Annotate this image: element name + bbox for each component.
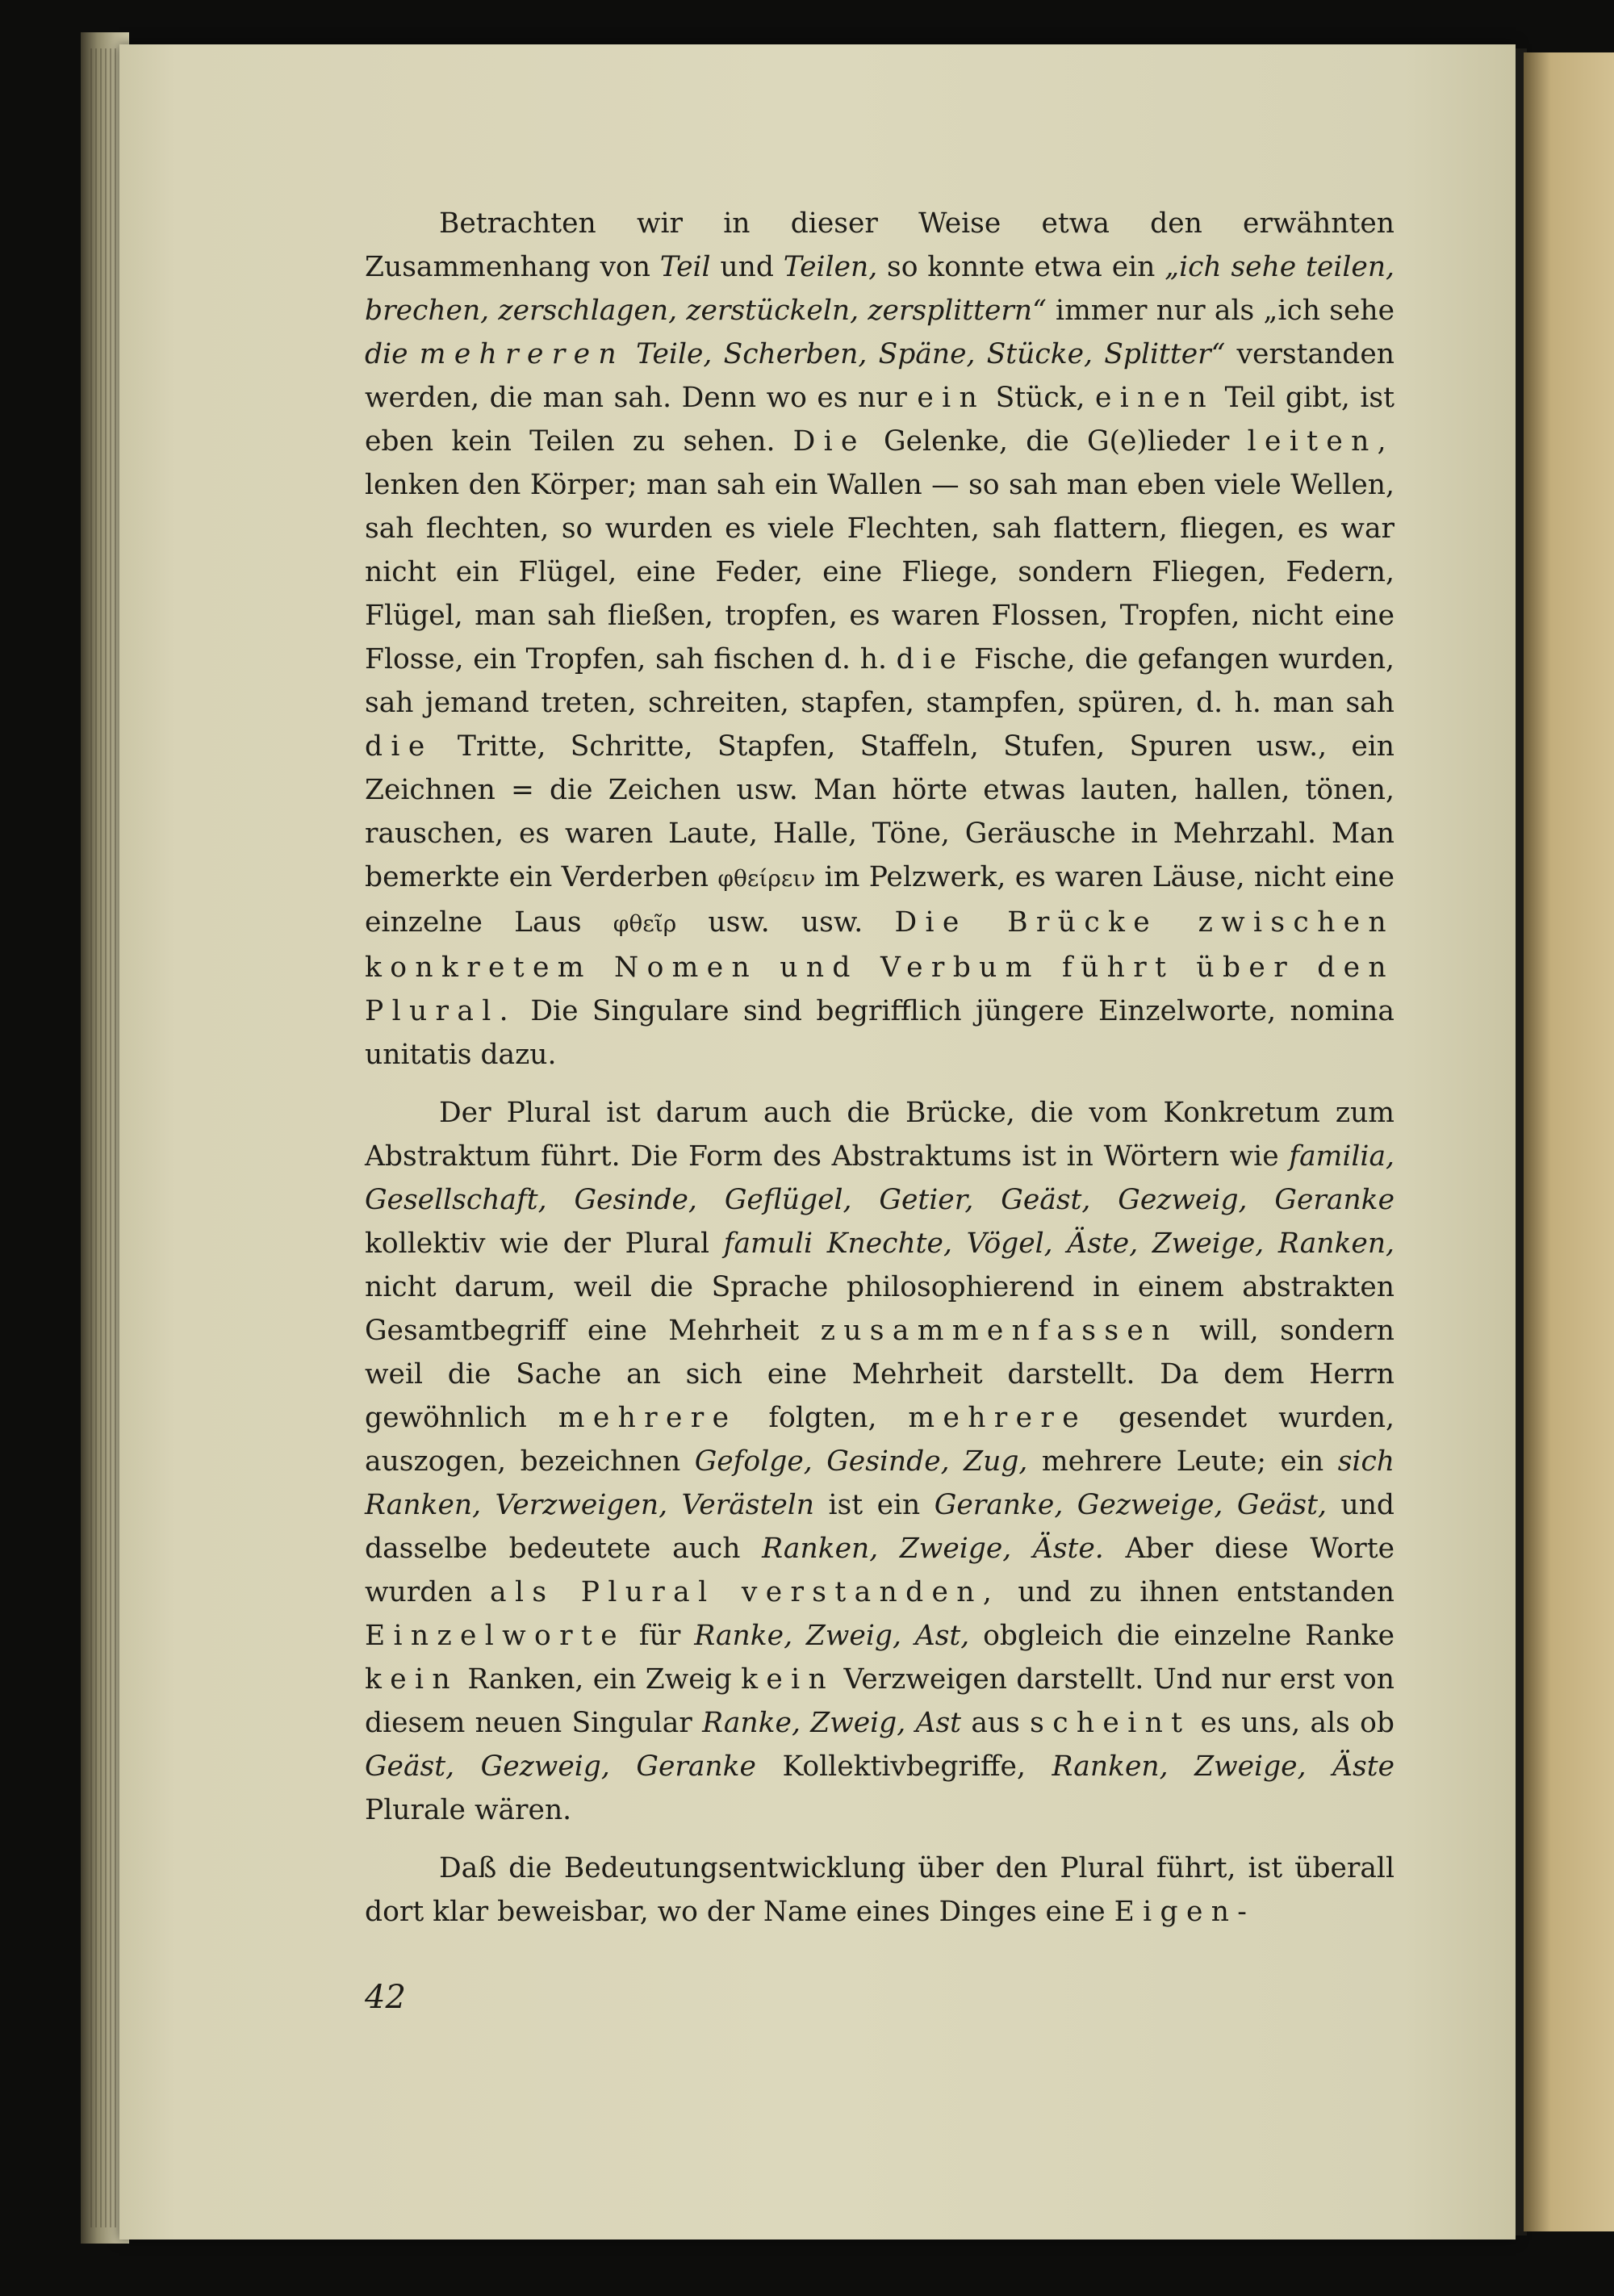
page-body xyxy=(365,202,1394,1934)
page-stack-lines xyxy=(90,48,123,2227)
paragraph-2: Der Plural ist darum auch die Brücke, die vom Konkretum zum Abstraktum führt. Die Form des Abstraktums ist in Wörtern wie familia, Gesellschaft, Gesinde, Geflügel, Getier, Geäst, Gezweig, Geranke kollektiv wie der Plural famuli Knechte, Vögel, Äste, Zweige, Ranken, nicht darum, weil die Sprache philosophierend in einem abstrakten Gesamtbegriff eine Mehrheit zusammenfassen will, sondern weil die Sache an sich eine Mehrheit darstellt. Da dem Herrn gewöhnlich mehrere folgten, mehrere gesendet wurden, auszogen, bezeichnen Gefolge, Gesinde, Zug, mehrere Leute; ein sich Ranken, Verzweigen, Verästeln ist ein Geranke, Gezweige, Geäst, und dasselbe bedeutete auch Ranken, Zweige, Äste. Aber diese Worte wurden als Plural verstanden, und zu ihnen entstanden Einzelworte für Ranke, Zweig, Ast, obgleich die einzelne Ranke kein Ranken, ein Zweig kein Verzweigen darstellt. Und nur erst von diesem neuen Singular Ranke, Zweig, Ast aus scheint es uns, als ob Geäst, Gezweig, Geranke Kollektivbegriffe, Ranken, Zweige, Äste Plurale wären. xyxy=(365,1097,1395,1826)
paragraph-3: Daß die Bedeutungsentwicklung über den Plural führt, ist überall dort klar beweisbar, wo der Name eines Dinges eine Eigen- xyxy=(365,1852,1394,1928)
paragraph-1: Betrachten wir in dieser Weise etwa den erwähnten Zusammenhang von Teil und Teilen, so konnte etwa ein „ich sehe teilen, brechen, zerschlagen, zerstückeln, zersplittern“ immer nur als „ich sehe die mehreren Teile, Scherben, Späne, Stücke, Splitter“ verstanden werden, die man sah. Denn wo es nur ein Stück, einen Teil gibt, ist eben kein Teilen zu sehen. Die Gelenke, die G(e)lieder leiten, lenken den Körper; man sah ein Wallen — so sah man eben viele Wellen, sah flechten, so wurden es viele Flechten, sah flattern, fliegen, es war nicht ein Flügel, eine Feder, eine Fliege, sondern Fliegen, Federn, Flügel, man sah fließen, tropfen, es waren Flossen, Tropfen, nicht eine Flosse, ein Tropfen, sah fischen d. h. die Fische, die gefangen wurden, sah jemand treten, schreiten, stapfen, stampfen, spüren, d. h. man sah die Tritte, Schritte, Stapfen, Staffeln, Stufen, Spuren usw., ein Zeichnen = die Zeichen usw. Man hörte etwas lauten, hallen, tönen, rauschen, es waren Laute, Halle, Töne, Geräusche in Mehrzahl. Man bemerkte ein Verderben φθείρειν im Pelzwerk, es waren Läuse, nicht eine einzelne Laus φθεῖρ usw. usw. Die Brücke zwischen konkretem Nomen und Verbum führt über den Plural. Die Singulare sind begrifflich jüngere Einzelworte, nomina unitatis dazu. xyxy=(365,207,1395,1071)
facing-page-edge xyxy=(1524,52,1614,2231)
page-number: 42 xyxy=(365,1979,406,2016)
